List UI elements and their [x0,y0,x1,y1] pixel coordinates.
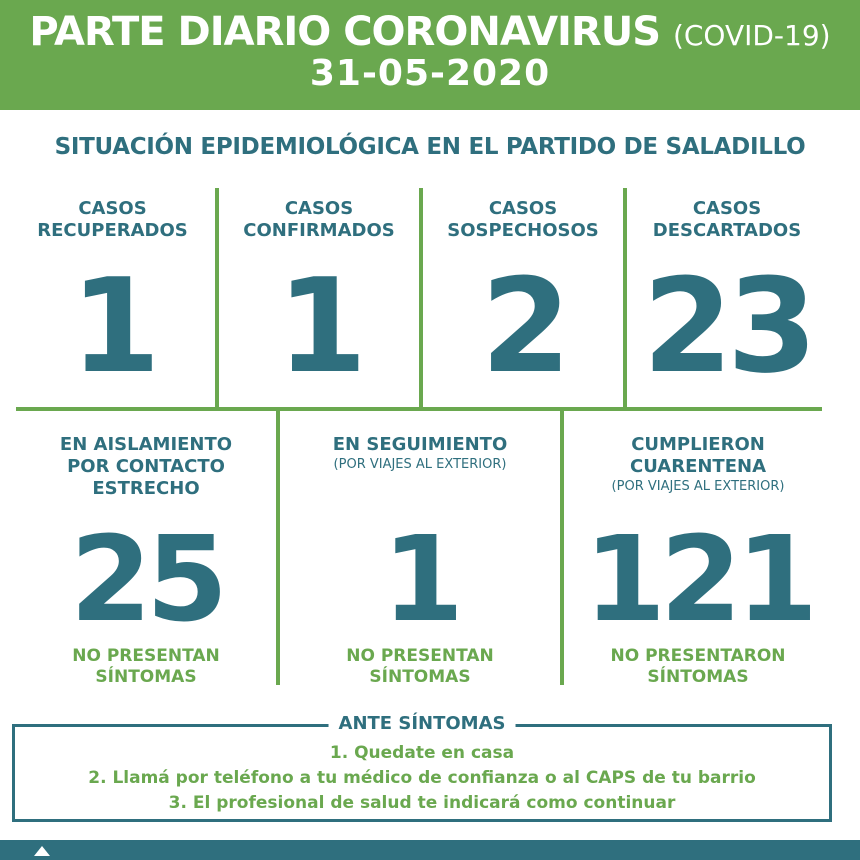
stat-note-line1: NO PRESENTAN [72,646,220,666]
title-text: PARTE DIARIO CORONAVIRUS [29,9,660,55]
stat-label-line1: CASOS [692,198,762,219]
stat-value: 1 [276,250,362,402]
stat-label-small: (POR VIAJES AL EXTERIOR) [333,457,507,472]
advice-list [15,741,829,816]
stat-note-line1: NO PRESENTARON [610,646,786,666]
stat-value: 121 [583,510,813,648]
advice-item: 3. El profesional de salud te indicará como continuar [168,793,676,813]
stat-suspected [423,198,623,408]
stat-label-line2: RECUPERADOS [37,220,188,241]
stat-label-line1: CASOS [488,198,558,219]
stat-value: 2 [480,250,566,402]
stat-label-line2: CUARENTENA [630,456,766,477]
stat-discarded [627,198,827,408]
stat-recovered [10,198,215,408]
footer-bar [0,840,860,860]
stat-label-small: (POR VIAJES AL EXTERIOR) [611,479,785,494]
stat-label-line1: CASOS [78,198,147,219]
stat-quarantine-completed [564,434,832,694]
advice-item: 2. Llamá por teléfono a tu médico de confianza o al CAPS de tu barrio [88,768,756,788]
section-title: SITUACIÓN EPIDEMIOLÓGICA EN EL PARTIDO DE SALADILLO [54,134,806,160]
stat-label-line1: EN AISLAMIENTO [59,434,233,455]
report-date: 31-05-2020 [309,53,551,94]
stat-note-line2: SÍNTOMAS [647,667,749,687]
stat-label-line2: DESCARTADOS [652,220,802,241]
stat-confirmed [219,198,419,408]
stat-label-line2: POR CONTACTO [67,456,225,477]
stat-label-line1: CUMPLIERON [631,434,765,455]
stat-value: 23 [642,250,812,402]
stat-value: 25 [69,510,223,648]
stat-note-line2: SÍNTOMAS [369,667,471,687]
row-divider [16,407,822,411]
stat-value: 1 [381,510,459,648]
stat-label-line1: CASOS [284,198,354,219]
stat-note-line1: NO PRESENTAN [346,646,494,666]
advice-item: 1. Quedate en casa [329,743,515,763]
advice-title: ANTE SÍNTOMAS [329,713,516,734]
stat-monitoring [280,434,560,694]
advice-box [12,713,832,822]
title-subtitle: (COVID-19) [672,19,831,52]
stat-value: 1 [70,250,155,402]
stat-label-line1: EN SEGUIMIENTO [332,434,508,455]
stat-label-line2: SOSPECHOSOS [447,220,599,241]
stat-label-line2: CONFIRMADOS [243,220,395,241]
stat-label-line3: ESTRECHO [92,478,200,499]
stat-note-line2: SÍNTOMAS [95,667,197,687]
stat-isolation [16,434,276,694]
header-banner [0,0,860,110]
house-icon [34,846,50,856]
